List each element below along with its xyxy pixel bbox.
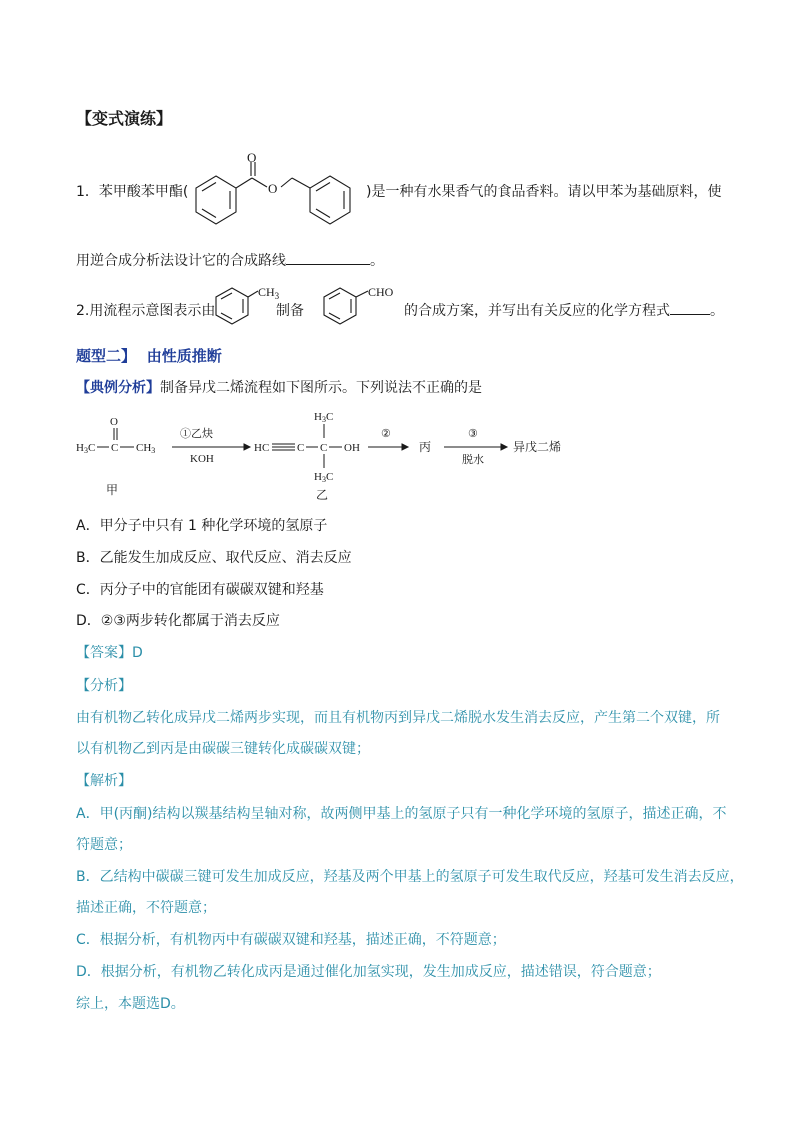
q1-line1-post: )是一种有水果香气的食品香料。请以甲苯为基础原料，使 [366,184,722,200]
q1-line1-pre: 1．苯甲酸苯甲酯( [76,184,189,200]
explain-label: 【解析】 [76,773,132,789]
quaternary-c: C [320,442,328,454]
q1-line2-end: 。 [370,253,384,269]
svg-text:H3C [76,442,95,455]
option-a: A．甲分子中只有 1 种化学环境的氢原子 [76,518,328,534]
type2-label: 题型二】 [76,347,137,365]
step2-label: ② [381,428,391,440]
alkyne-c: C [297,442,305,454]
svg-text:H3C [314,411,333,424]
q2-post [404,300,724,320]
type2-name: 由性质推断 [146,347,222,365]
bottom-methyl-c: C [325,471,334,483]
hydroxyl-oh: OH [344,442,360,454]
explain-line-5: C．根据分析，有机物丙中有碳碳双键和羟基，描述正确，不符题意； [76,932,506,948]
bottom-methyl-h: H [314,471,322,483]
explain-line-3: B．乙结构中碳碳三键可发生加成反应，羟基及两个甲基上的氢原子可发生取代反应，羟基可发生消去反应， [76,869,744,885]
option-d: D．②③两步转化都属于消去反应 [76,613,280,629]
q1-line2-text: 用逆合成分析法设计它的合成路线 [76,253,286,269]
explain-line-4: 描述正确，不符题意； [76,900,216,916]
benzyl-benzoate-structure [182,150,368,228]
toluene-ch-label: CH [258,285,275,299]
top-methyl-h: H [314,411,322,423]
toluene-structure [212,284,280,330]
benzaldehyde-structure [318,284,408,330]
isoprene-synthesis-scheme [76,404,596,504]
analysis-line-1: 由有机物乙转化成异戊二烯两步实现，而且有机物丙到异戊二烯脱水发生消去反应，产生第二个双键，所 [76,710,720,726]
label-jia: 甲 [106,483,119,497]
q2-pre: 2.用流程示意图表示由 [76,303,216,319]
option-c: C．丙分子中的官能团有碳碳双键和羟基 [76,582,324,598]
svg-text:CH3 [136,442,155,455]
q2-post-text: 的合成方案，并写出有关反应的化学方程式 [404,303,670,319]
explain-line-2: 符题意； [76,837,132,853]
q2-end: 。 [710,303,724,319]
acetone-c-left: C [87,442,96,454]
step1-reagent: ①乙炔 [180,428,213,440]
example-label: 【典例分析】 [76,380,160,396]
toluene-sub-label: 3 [274,291,280,301]
ester-oxygen-label: O [268,181,278,196]
example-text: 制备异戊二烯流程如下图所示。下列说法不正确的是 [160,380,482,396]
q2-answer-blank [670,300,710,315]
step3-condition: 脱水 [462,454,484,466]
acetone-oxygen: O [110,416,118,428]
section-title: 【变式演练】 [76,109,173,128]
analysis-line-2: 以有机物乙到丙是由碳碳三键转化成碳碳双键； [76,741,370,757]
q1-line2 [76,250,384,270]
answer: 【答案】D [76,645,143,661]
svg-text:H3C [314,471,333,484]
svg-text:CH3 [258,285,280,301]
acetone-c-center: C [111,442,119,454]
intermediate-bing: 丙 [419,440,432,454]
explain-line-1: A．甲(丙酮)结构以羰基结构呈轴对称，故两侧甲基上的氢原子只有一种化学环境的氢原子，描述正确，不 [76,806,727,822]
label-yi: 乙 [316,488,329,502]
q1-answer-blank [286,250,370,265]
step3-label: ③ [468,428,478,440]
top-methyl-sub: 3 [321,415,326,424]
product-isoprene: 异戊二烯 [513,440,562,454]
explain-line-6: D．根据分析，有机物乙转化成丙是通过催化加氢实现，发生加成反应，描述错误，符合题意； [76,964,661,980]
alkyne-hc: HC [254,442,270,454]
carbonyl-oxygen-label: O [247,150,257,165]
acetone-h: H [76,442,84,454]
acetone-ch-sub: 3 [151,446,156,455]
explain-line-7: 综上，本题选D。 [76,996,185,1012]
type2-heading [76,345,222,366]
bottom-methyl-sub: 3 [321,475,326,484]
cho-label: CHO [368,285,394,299]
acetone-h-sub: 3 [83,446,88,455]
q2-mid: 制备 [276,303,304,319]
option-b: B．乙能发生加成反应、取代反应、消去反应 [76,550,352,566]
step1-base: KOH [190,453,214,465]
analysis-label: 【分析】 [76,678,132,694]
example-line [76,377,482,397]
top-methyl-c: C [325,411,334,423]
acetone-ch: CH [136,442,152,454]
